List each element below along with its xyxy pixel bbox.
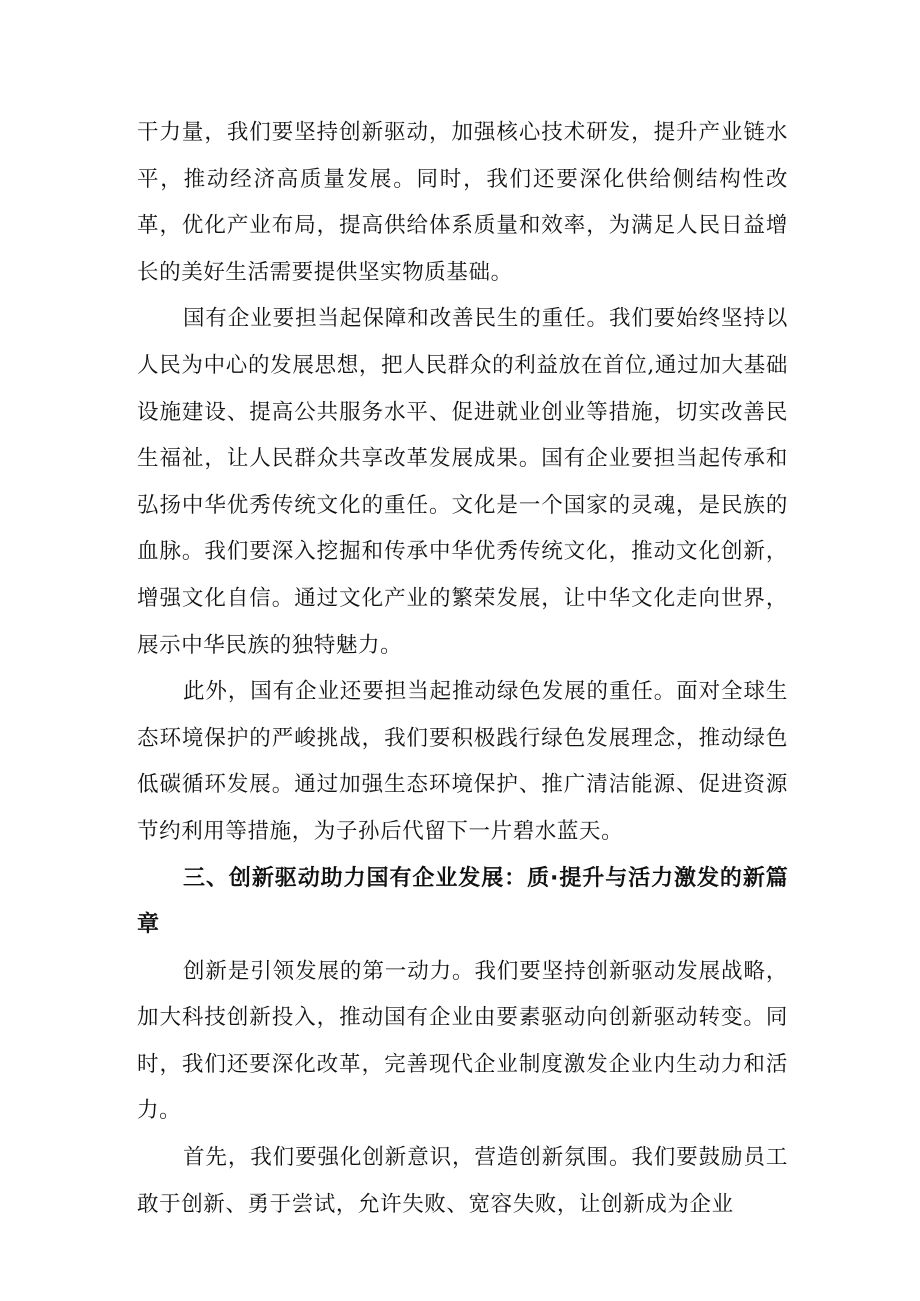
- paragraph-livelihood: 国有企业要担当起保障和改善民生的重任。我们要始终坚持以人民为中心的发展思想，把人民群众的利益放在首位,通过加大基础设施建设、提高公共服务水平、促进就业创业等措施，切实改善民生福祉，让人民群众共享改革发展成果。国有企业要担当起传承和弘扬中华优秀传统文化的重任。文化是一个国家的灵魂，是民族的血脉。我们要深入挖掘和传承中华优秀传统文化，推动文化创新，增强文化自信。通过文化产业的繁荣发展，让中华文化走向世界，展示中华民族的独特魅力。: [137, 306, 788, 658]
- paragraph-innovation: 创新是引领发展的第一动力。我们要坚持创新驱动发展战略，加大科技创新投入，推动国有企业由要素驱动向创新驱动转变。同时，我们还要深化改革，完善现代企业制度激发企业内生动力和活力。: [137, 958, 788, 1124]
- document-body: [137, 110, 788, 1228]
- section-heading: 三、创新驱动助力国有企业发展：质·提升与活力激发的新篇章: [137, 865, 788, 938]
- paragraph-innovation-awareness: 首先，我们要强化创新意识，营造创新氛围。我们要鼓励员工敢于创新、勇于尝试，允许失败、宽容失败，让创新成为企业: [137, 1145, 788, 1217]
- paragraph-continuation: 干力量，我们要坚持创新驱动，加强核心技术研发，提升产业链水平，推动经济高质量发展。同时，我们还要深化供给侧结构性改革，优化产业布局，提高供给体系质量和效率，为满足人民日益增长的美好生活需要提供坚实物质基础。: [137, 120, 788, 285]
- paragraph-green-development: 此外，国有企业还要担当起推动绿色发展的重任。面对全球生态环境保护的严峻挑战，我们要积极践行绿色发展理念，推动绿色低碳循环发展。通过加强生态环境保护、推广清洁能源、促进资源节约利用等措施，为子孙后代留下一片碧水蓝天。: [137, 679, 788, 844]
